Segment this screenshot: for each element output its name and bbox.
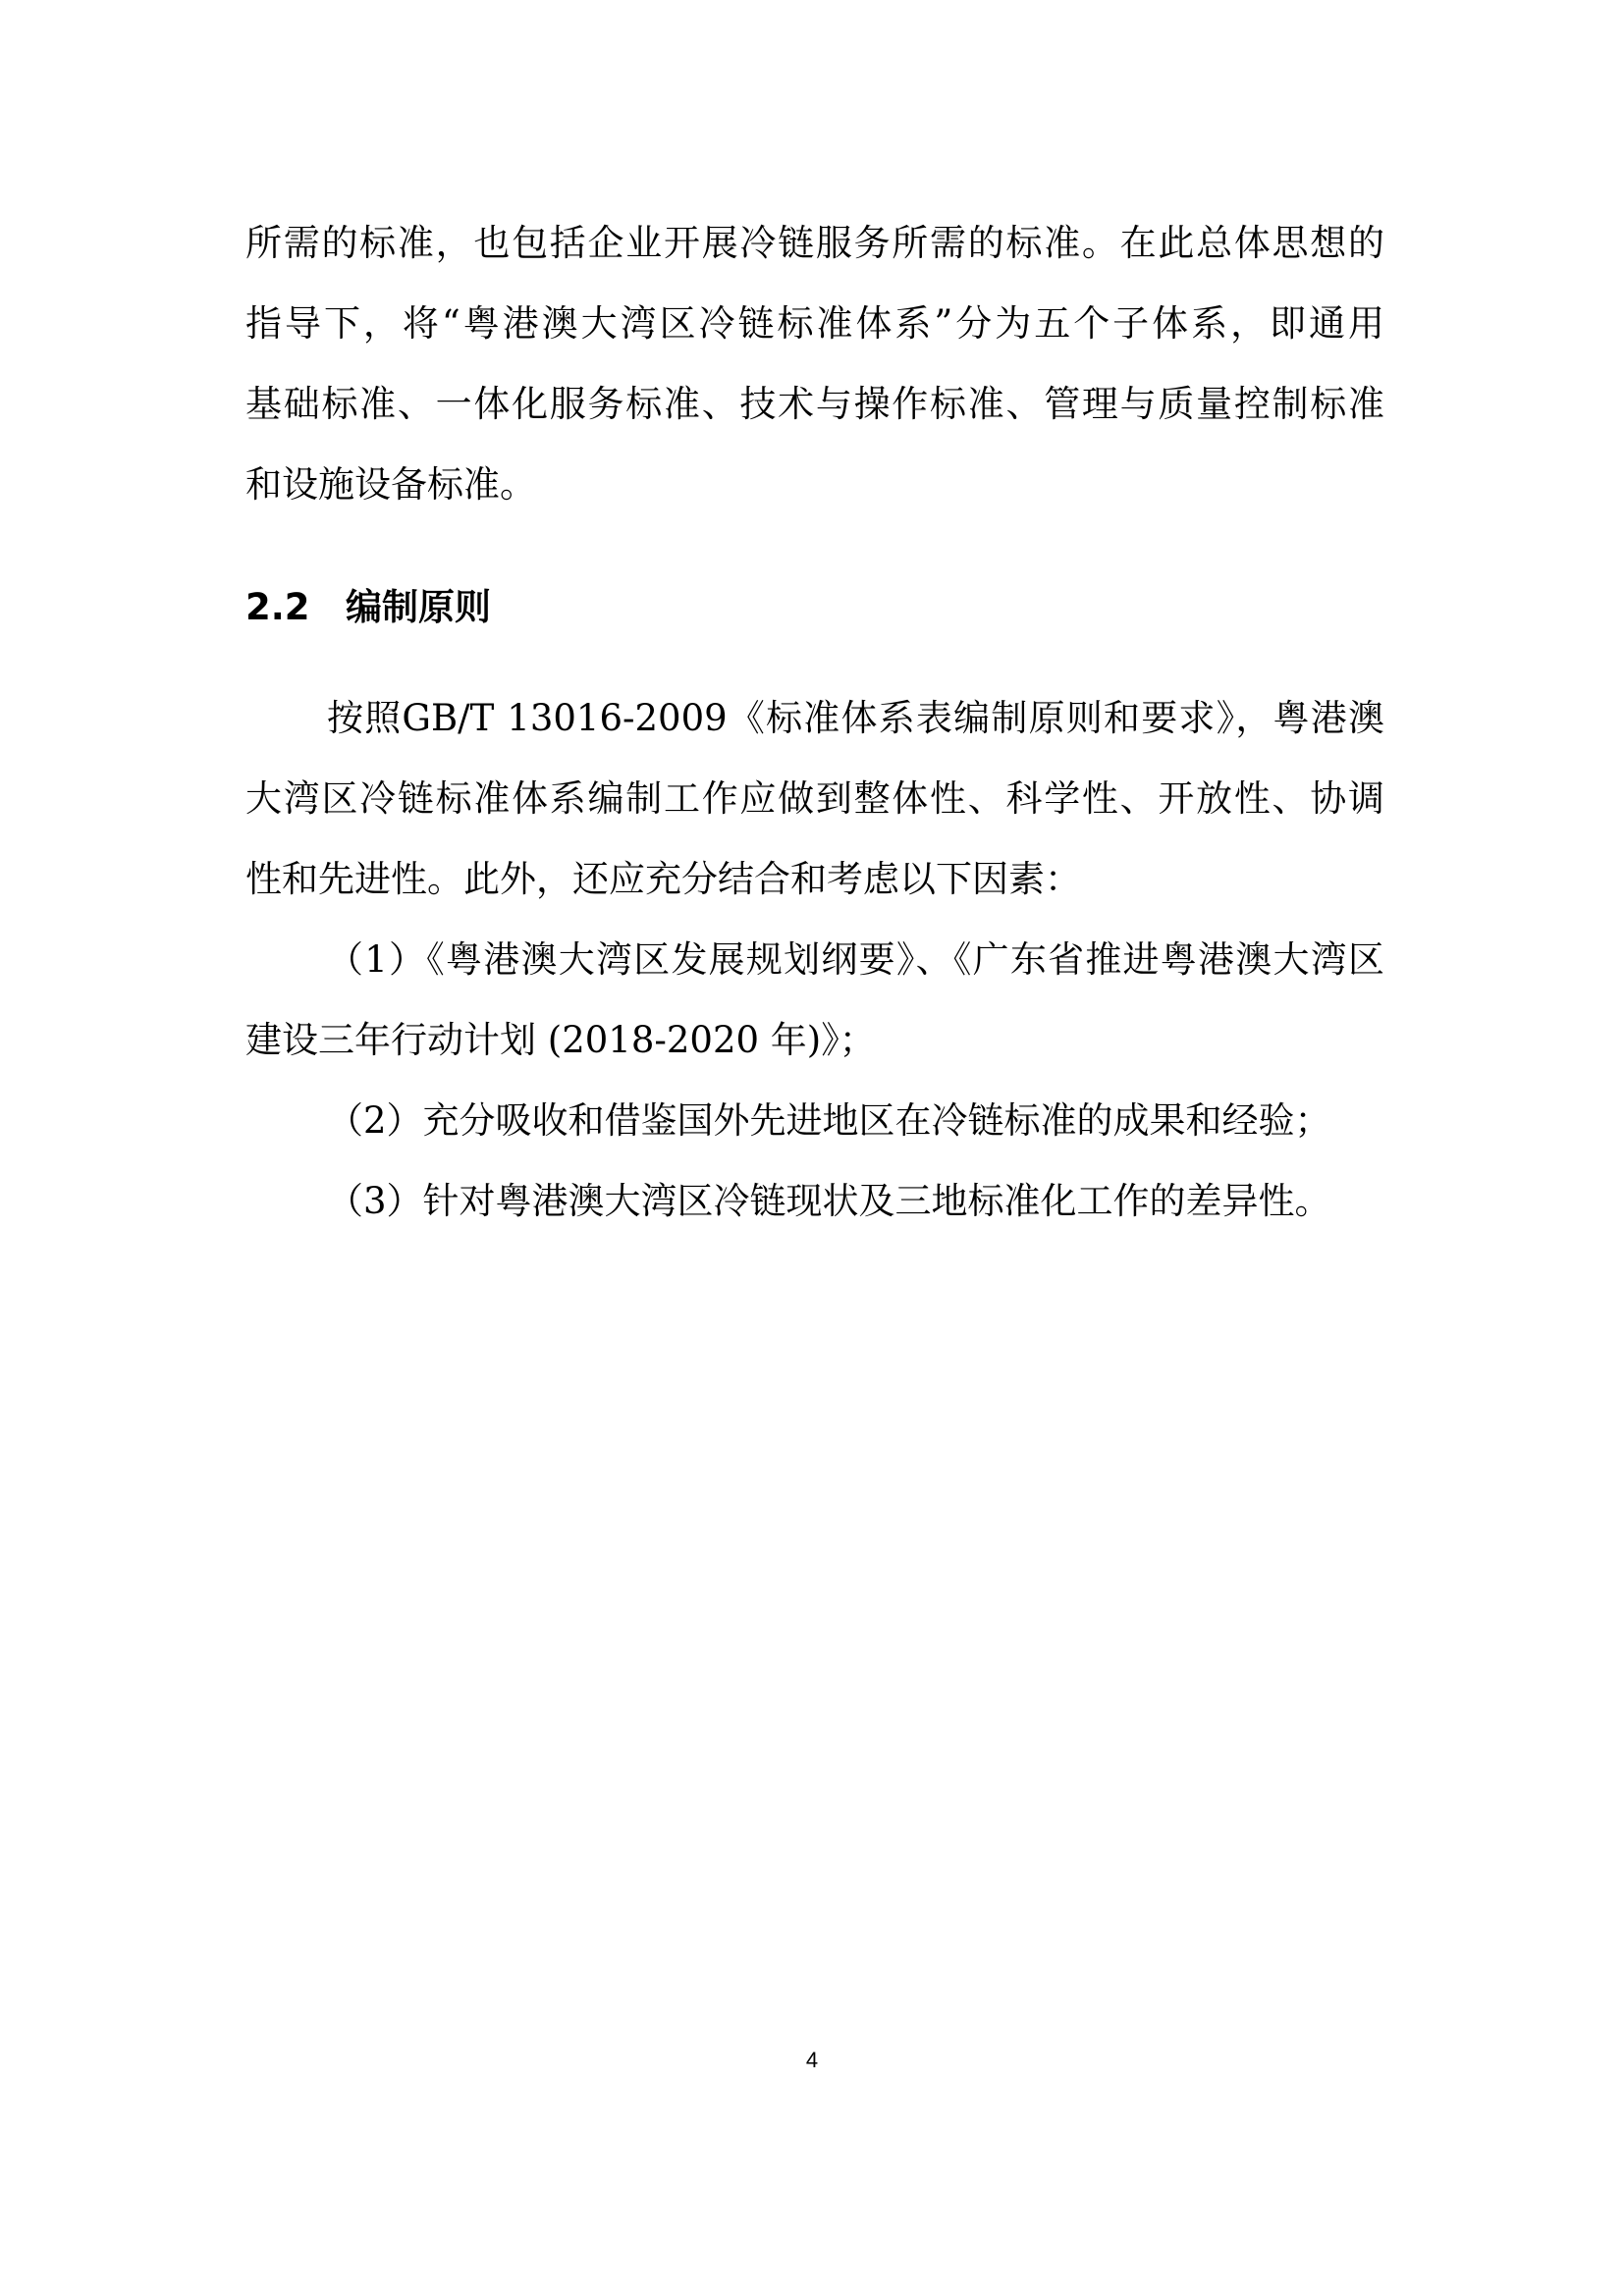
list-item-1-line-2: 建设三年行动计划 (2018-2020 年)》； [245,1019,876,1061]
section-heading [245,583,491,632]
paragraph-1-line-2: 指导下，将“粤港澳大湾区冷链标准体系”分为五个子体系，即通用 [245,302,1384,345]
section-title: 编制原则 [346,586,491,628]
section-number: 2.2 [245,586,310,628]
paragraph-2-line-1: 按照GB/T 13016-2009《标准体系表编制原则和要求》，粤港澳 [327,697,1384,739]
paragraph-2-line-2: 大湾区冷链标准体系编制工作应做到整体性、科学性、开放性、协调 [245,777,1384,820]
page-number: 4 [805,2048,819,2072]
list-item-2: （2）充分吸收和借鉴国外先进地区在冷链标准的成果和经验； [327,1099,1331,1142]
list-item-1-line-1: （1）《粤港澳大湾区发展规划纲要》、《广东省推进粤港澳大湾区 [327,938,1384,981]
list-item-3: （3）针对粤港澳大湾区冷链现状及三地标准化工作的差异性。 [327,1180,1331,1222]
paragraph-1-line-3: 基础标准、一体化服务标准、技术与操作标准、管理与质量控制标准 [245,383,1384,425]
paragraph-2-line-3: 性和先进性。此外，还应充分结合和考虑以下因素： [245,858,1081,900]
paragraph-1-line-4: 和设施设备标准。 [245,463,536,506]
paragraph-1-line-1: 所需的标准，也包括企业开展冷链服务所需的标准。在此总体思想的 [245,222,1384,264]
